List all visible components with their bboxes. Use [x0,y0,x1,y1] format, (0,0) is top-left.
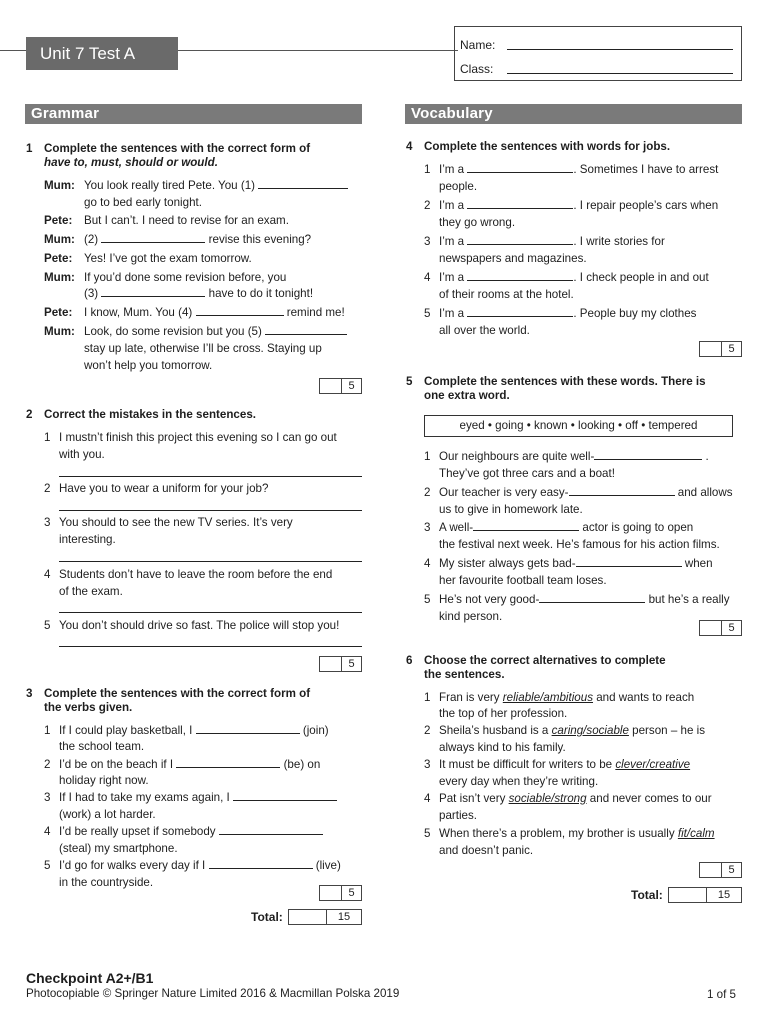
item-text: holiday right now. [59,774,149,787]
line-text: I’d go for walks every day if I [59,859,206,872]
dialogue-line [44,250,252,267]
item-text: interesting. [59,533,116,546]
answer-blank[interactable] [594,449,702,460]
score-box [319,378,362,394]
item-text [439,790,712,807]
score-input[interactable] [700,863,722,877]
answer-blank[interactable] [473,520,579,531]
item-text [439,448,709,465]
item-text [59,789,337,806]
instruction-line: one extra word. [424,389,510,402]
line-text: A well- [439,521,474,534]
dialogue-line: won’t help you tomorrow. [84,359,213,372]
speaker-label: Pete: [44,252,73,265]
item-number: 1 [44,431,51,444]
total-max: 15 [337,911,351,923]
line-text: have to do it tonight! [208,287,314,300]
question-instruction [44,687,364,715]
score-max: 5 [728,343,735,355]
alternatives-choice[interactable]: fit/calm [677,827,715,840]
line-text: and wants to reach [593,691,695,704]
item-text: I mustn’t finish this project this evening so I can go out [59,431,337,444]
line-text: when [684,557,713,570]
line-text: If I could play basketball, I [59,724,193,737]
footer-copyright: Photocopiable © Springer Nature Limited 2016 & Macmillan Polska 2019 [26,987,400,1000]
score-input[interactable] [320,886,342,900]
total-box [668,887,742,903]
line-text: and allows [677,486,733,499]
class-label: Class: [460,62,494,76]
question-number: 4 [406,140,413,153]
total-box [288,909,362,925]
answer-line[interactable] [59,510,362,511]
alternatives-choice[interactable]: sociable/strong [508,792,587,805]
item-text [439,591,730,608]
item-text: her favourite football team loses. [439,574,607,587]
score-input[interactable] [320,379,342,393]
answer-blank[interactable] [196,305,284,316]
score-max: 5 [728,622,735,634]
item-text: always kind to his family. [439,741,566,754]
answer-blank[interactable] [467,234,573,245]
line-text: but he’s a really [648,593,730,606]
line-text: . [705,450,709,463]
item-number: 5 [424,307,431,320]
question-number: 1 [26,142,33,155]
item-text: (steal) my smartphone. [59,842,178,855]
score-box [319,656,362,672]
answer-blank[interactable] [467,306,573,317]
item-text: the top of her profession. [439,707,568,720]
score-input[interactable] [700,342,722,356]
line-text: . I write stories for [573,235,665,248]
item-number: 3 [424,521,431,534]
dialogue-line [44,177,364,194]
word-bank: eyed • going • known • looking • off • tempered [424,415,733,437]
item-text [439,233,665,250]
dialogue-line [44,304,345,321]
item-number: 2 [424,199,431,212]
item-number: 2 [44,482,51,495]
line-text: (2) [84,233,99,246]
item-number: 4 [424,792,431,805]
answer-line[interactable] [59,646,362,647]
score-input[interactable] [320,657,342,671]
instruction-line: have to, must, should or would. [44,156,218,169]
instruction-line: Choose the correct alternatives to complete [424,654,666,667]
speaker-label: Mum: [44,325,75,338]
line-text: But I can’t. I need to revise for an exam. [84,214,289,227]
answer-blank[interactable] [265,324,347,335]
item-text [439,825,715,842]
line-text: Fran is very [439,691,503,704]
item-text: the school team. [59,740,145,753]
item-text: Students don’t have to leave the room before the end [59,568,333,581]
item-text: with you. [59,448,105,461]
item-text [439,197,718,214]
alternatives-choice[interactable]: reliable/ambitious [502,691,594,704]
item-number: 2 [424,486,431,499]
question-instruction [424,375,744,403]
item-text [439,722,705,739]
instruction-line: Complete the sentences with these words. There is [424,375,706,388]
score-max: 5 [348,887,355,899]
footer-title: Checkpoint A2+/B1 [26,970,154,986]
instruction-line: the sentences. [424,668,505,681]
item-text: parties. [439,809,478,822]
question-number: 3 [26,687,33,700]
score-input[interactable] [700,621,722,635]
instruction-line: Complete the sentences with the correct form of [44,142,311,155]
item-number: 5 [44,619,51,632]
item-text: kind person. [439,610,503,623]
score-max: 5 [348,658,355,670]
line-text: Our teacher is very easy- [439,486,569,499]
item-number: 2 [44,758,51,771]
line-text: I’m a [439,235,465,248]
score-box [319,885,362,901]
item-text: us to give in homework late. [439,503,583,516]
score-box [699,341,742,357]
item-text [439,756,690,773]
item-text: all over the world. [439,324,530,337]
answer-blank[interactable] [101,286,205,297]
item-text: of the exam. [59,585,123,598]
grammar-section-title: Grammar [25,104,362,124]
class-field[interactable] [507,73,733,74]
line-text: actor is going to open [582,521,694,534]
item-number: 3 [44,516,51,529]
line-text: It must be difficult for writers to be [439,758,616,771]
answer-blank[interactable] [467,270,573,281]
total-max: 15 [717,889,731,901]
item-number: 4 [44,825,51,838]
score-box [699,862,742,878]
line-text: Our neighbours are quite well- [439,450,595,463]
speaker-label: Pete: [44,214,73,227]
answer-line[interactable] [59,612,362,613]
item-text: every day when they’re writing. [439,775,599,788]
item-text: of their rooms at the hotel. [439,288,574,301]
answer-blank[interactable] [576,556,682,567]
dialogue-line [44,231,311,248]
item-number: 1 [44,724,51,737]
item-number: 3 [44,791,51,804]
vocabulary-section-title: Vocabulary [405,104,742,124]
question-instruction: Complete the sentences with words for jobs. [424,140,671,153]
answer-blank[interactable] [196,723,300,734]
dialogue-line [44,212,289,229]
dialogue-line [44,269,286,286]
dialogue-line [84,285,313,302]
item-number: 3 [424,235,431,248]
line-text: I know, Mum. You (4) [84,306,193,319]
item-text: Have you to wear a uniform for your job? [59,482,269,495]
line-text: When there’s a problem, my brother is usually [439,827,678,840]
line-text: If you’d done some revision before, you [84,271,287,284]
item-text: they go wrong. [439,216,516,229]
line-text: If I had to take my exams again, I [59,791,230,804]
dialogue-line: go to bed early tonight. [84,196,202,209]
line-text: He’s not very good- [439,593,540,606]
line-text: . People buy my clothes [573,307,697,320]
line-text: (join) [302,724,329,737]
question-instruction [44,142,364,170]
item-text: newspapers and magazines. [439,252,587,265]
answer-line[interactable] [59,561,362,562]
answer-blank[interactable] [467,198,573,209]
speaker-label: Mum: [44,179,75,192]
unit-title: Unit 7 Test A [26,37,178,70]
dialogue-line [44,323,347,340]
item-text [59,722,329,739]
answer-blank[interactable] [219,824,323,835]
line-text: I’d be really upset if somebody [59,825,216,838]
item-text [439,305,696,322]
line-text: . I repair people’s cars when [573,199,719,212]
line-text: and never comes to our [586,792,712,805]
item-text: people. [439,180,478,193]
line-text: . I check people in and out [573,271,709,284]
answer-blank[interactable] [539,592,645,603]
item-text: You don’t should drive so fast. The police will stop you! [59,619,340,632]
item-number: 4 [44,568,51,581]
name-class-box [454,26,742,81]
dialogue-line: stay up late, otherwise I’ll be cross. Staying up [84,342,322,355]
item-text [439,161,718,178]
page-number: 1 of 5 [707,988,737,1001]
item-text [439,555,713,572]
line-text: I’m a [439,163,465,176]
item-number: 3 [424,758,431,771]
line-text: You look really tired Pete. You (1) [84,179,256,192]
name-label: Name: [460,38,496,52]
line-text: I’m a [439,307,465,320]
line-text: My sister always gets bad- [439,557,576,570]
line-text: Sheila’s husband is a [439,724,552,737]
question-number: 5 [406,375,413,388]
item-text [439,689,694,706]
item-text: They’ve got three cars and a boat! [439,467,615,480]
line-text: person – he is [628,724,705,737]
speaker-label: Pete: [44,306,73,319]
answer-blank[interactable] [101,232,205,243]
answer-line[interactable] [59,476,362,477]
answer-blank[interactable] [233,790,337,801]
question-number: 2 [26,408,33,421]
line-text: Yes! I’ve got the exam tomorrow. [84,252,252,265]
item-text [439,269,709,286]
line-text: Pat isn’t very [439,792,509,805]
line-text: (live) [315,859,341,872]
score-box [699,620,742,636]
item-number: 1 [424,163,431,176]
line-text: . Sometimes I have to arrest [573,163,719,176]
item-text: and doesn’t panic. [439,844,534,857]
instruction-line: Complete the sentences with the correct form of [44,687,311,700]
name-field[interactable] [507,49,733,50]
total-input[interactable] [669,888,707,902]
line-text: I’m a [439,271,465,284]
item-number: 5 [424,827,431,840]
line-text: revise this evening? [208,233,312,246]
total-label: Total: [631,888,663,902]
answer-blank[interactable] [569,485,675,496]
speaker-label: Mum: [44,271,75,284]
item-text: in the countryside. [59,876,154,889]
item-text: You should to see the new TV series. It’s very [59,516,293,529]
item-number: 2 [424,724,431,737]
answer-blank[interactable] [209,858,313,869]
item-number: 5 [44,859,51,872]
item-number: 5 [424,593,431,606]
question-instruction: Correct the mistakes in the sentences. [44,408,256,421]
answer-blank[interactable] [176,757,280,768]
answer-blank[interactable] [467,162,573,173]
line-text: I’m a [439,199,465,212]
item-number: 1 [424,691,431,704]
total-label: Total: [251,910,283,924]
alternatives-choice[interactable]: clever/creative [615,758,691,771]
item-text: (work) a lot harder. [59,808,156,821]
alternatives-choice[interactable]: caring/sociable [551,724,629,737]
item-text [59,823,323,840]
question-number: 6 [406,654,413,667]
line-text: (be) on [283,758,321,771]
line-text: I’d be on the beach if I [59,758,174,771]
item-number: 4 [424,271,431,284]
line-text: remind me! [286,306,345,319]
line-text: (3) [84,287,99,300]
item-text [59,756,320,773]
item-number: 4 [424,557,431,570]
answer-blank[interactable] [258,178,348,189]
speaker-label: Mum: [44,233,75,246]
instruction-line: the verbs given. [44,701,133,714]
total-input[interactable] [289,910,327,924]
item-text: the festival next week. He’s famous for his action films. [439,538,720,551]
item-number: 1 [424,450,431,463]
question-instruction [424,654,744,682]
item-text [439,484,733,501]
item-text [59,857,341,874]
score-max: 5 [728,864,735,876]
score-max: 5 [348,380,355,392]
item-text [439,519,693,536]
line-text: Look, do some revision but you (5) [84,325,262,338]
